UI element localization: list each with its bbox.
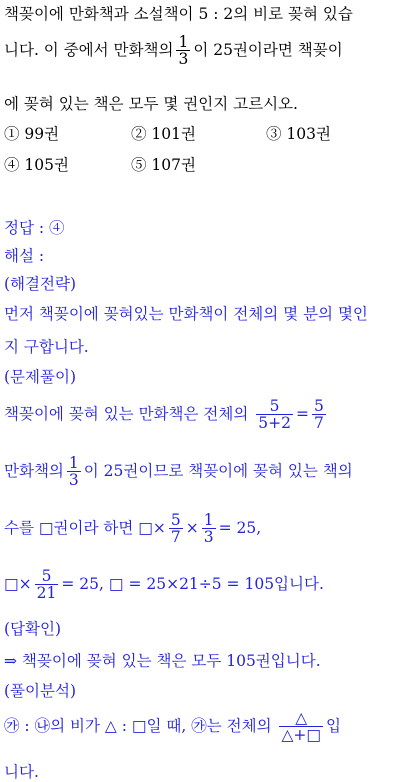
strategy-line-2: 지 구합니다. [4,338,89,356]
analysis-line-1-end: 입 [326,716,342,735]
strategy-line-1: 먼저 책꽂이에 꽂혀있는 만화책이 전체의 몇 분의 몇인 [4,305,368,323]
option-1: ① 99권 [4,125,60,143]
fraction-numerator: 1 [178,33,189,51]
fraction-one-third [176,34,190,68]
fraction-five-sevenths [312,398,326,432]
fraction-numerator: 1 [68,454,79,472]
solution-header: (문제풀이) [4,368,76,386]
question-line-2-end: 이 25권이라면 책꽂이 [193,40,343,59]
strategy-header: (해결전략) [4,275,76,293]
check-header: (답확인) [4,620,62,638]
solution-line-3 [4,512,261,546]
fraction-triangle-over-sum [279,710,323,744]
question-line-2-start: 니다. 이 중에서 만화책의 [4,40,174,59]
solution-line-4 [4,568,324,602]
fraction-denominator: 21 [36,584,57,603]
fraction-five-over-five-plus-two [256,398,293,432]
fraction-five-over-twenty-one [35,568,59,602]
solution-line-3-start: 수를 □권이라 하면 □× [4,518,166,537]
equals-sign: = [295,404,309,423]
analysis-line-2: 니다. [4,763,39,781]
option-3: ③ 103권 [266,125,331,143]
fraction-one-third [202,512,216,546]
fraction-denominator: 3 [178,50,189,69]
fraction-denominator: 7 [170,528,181,547]
fraction-numerator: △ [295,709,308,727]
solution-line-4-start: □× [4,574,32,593]
fraction-numerator: 5 [170,511,181,529]
solution-line-1 [4,398,329,432]
fraction-numerator: 5 [313,397,324,415]
question-line-3: 에 꽂혀 있는 책은 모두 몇 권인지 고르시오. [4,95,298,113]
fraction-numerator: 5 [41,567,52,585]
fraction-denominator: 7 [313,414,324,433]
solution-line-1-text: 책꽂이에 꽂혀 있는 만화책은 전체의 [4,404,249,423]
fraction-five-sevenths [169,512,183,546]
fraction-denominator: 5+2 [258,414,291,433]
analysis-line-1-start: ㉮ : ㉯의 비가 △ : □일 때, ㉮는 전체의 [4,716,272,735]
fraction-denominator: 3 [203,528,214,547]
fraction-denominator: 3 [68,471,79,490]
fraction-one-third [67,455,81,489]
check-line: ⇒ 책꽂이에 꽂혀 있는 책은 모두 105권입니다. [4,652,321,670]
solution-line-2-end: 이 25권이므로 책꽂이에 꽂혀 있는 책의 [83,461,353,480]
solution-line-4-end: = 25, □ = 25×21÷5 = 105입니다. [61,574,324,593]
option-5: ⑤ 107권 [131,156,196,174]
fraction-numerator: 5 [269,397,280,415]
option-4: ④ 105권 [4,156,69,174]
analysis-line-1 [4,710,341,744]
analysis-header: (풀이분석) [4,682,76,700]
solution-line-3-end: = 25, [218,518,262,537]
solution-line-2-start: 만화책의 [4,461,64,480]
fraction-denominator: △+□ [281,726,322,745]
question-line-1: 책꽂이에 만화책과 소설책이 5 : 2의 비로 꽂혀 있습 [4,5,353,23]
times-sign: × [185,518,199,537]
answer-line: 정답 : ④ [4,219,65,237]
option-2: ② 101권 [131,125,196,143]
solution-line-2 [4,455,353,489]
fraction-numerator: 1 [203,511,214,529]
question-line-2 [4,34,343,68]
explanation-label: 해설 : [4,247,45,265]
